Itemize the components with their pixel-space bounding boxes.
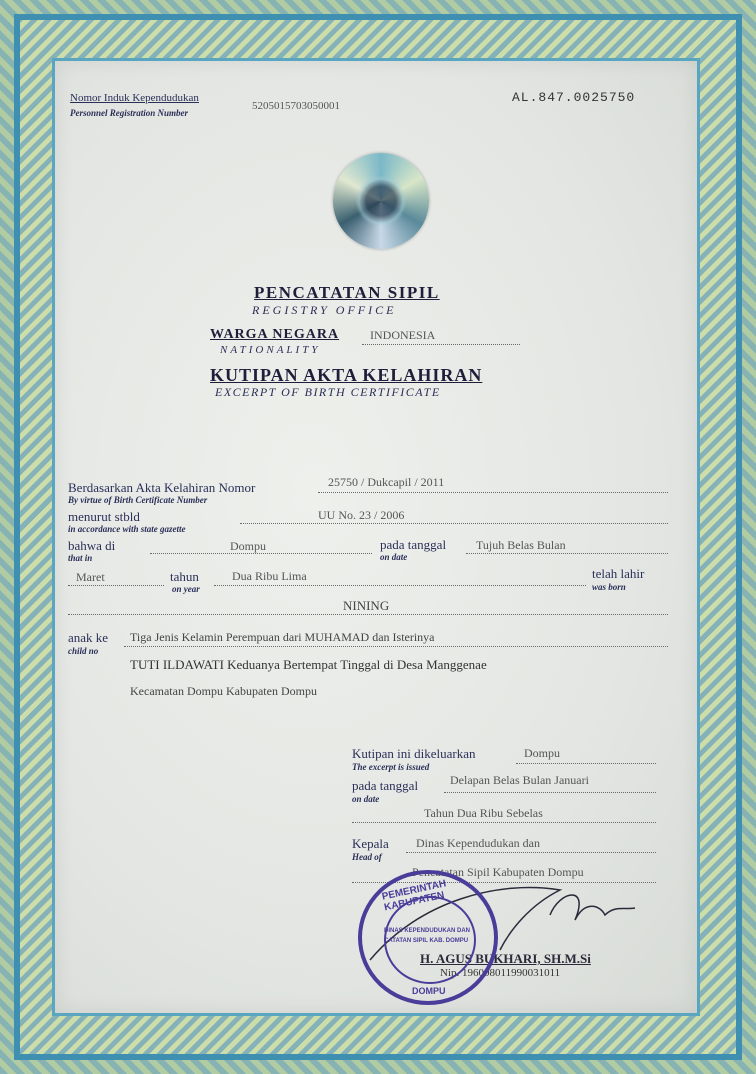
address-line: Kecamatan Dompu Kabupaten Dompu [130,684,317,698]
birth-month-value: Maret [76,570,105,584]
head-office-value-2: Pencatatan Sipil Kabupaten Dompu [412,865,584,879]
head-office-value-1: Dinas Kependudukan dan [416,836,540,850]
parents-line-2: TUTI ILDAWATI Keduanya Bertempat Tinggal di Desa Manggenae [130,657,487,672]
nationality-value: INDONESIA [370,328,436,342]
official-stamp [358,870,498,1005]
birth-place-value: Dompu [230,539,266,553]
nik-label: Nomor Induk Kependudukan [70,92,199,104]
issued-date-label: pada tanggal [352,778,419,793]
stbld-label: menurut stbld [68,509,140,524]
cert-number-label-en: By virtue of Birth Certificate Number [68,495,208,505]
birth-place-label-en: that in [68,553,93,563]
issued-place-value: Dompu [524,746,560,760]
birth-date-label: pada tanggal [380,537,447,552]
birth-place-label: bahwa di [68,538,116,553]
birth-year-value: Dua Ribu Lima [232,569,307,583]
nationality-label: WARGA NEGARA [210,327,340,342]
stamp-line-1: DINAS KEPENDUDUKAN DAN [384,928,471,934]
issued-date-value-2: Tahun Dua Ribu Sebelas [424,806,543,820]
head-label: Kepala [352,836,389,851]
office-title-en: REGISTRY OFFICE [252,303,397,317]
office-title: PENCATATAN SIPIL [254,283,440,302]
stamp-line-2: CATATAN SIPIL KAB. DOMPU [384,938,469,944]
nik-value: 5205015703050001 [252,100,340,112]
issued-label: Kutipan ini dikeluarkan [352,746,476,761]
birth-date-label-en: on date [380,552,408,562]
document-title: KUTIPAN AKTA KELAHIRAN [210,365,483,385]
parents-line-1: Tiga Jenis Kelamin Perempuan dari MUHAMAD dan Isterinya [130,630,435,644]
cert-number-value: 25750 / Dukcapil / 2011 [328,475,445,489]
document-title-en: EXCERPT OF BIRTH CERTIFICATE [215,385,441,399]
birth-date-value: Tujuh Belas Bulan [476,538,566,552]
stbld-label-en: in accordance with state gazette [68,524,186,534]
official-name: H. AGUS BUKHARI, SH.M.Si [420,951,591,966]
head-label-en: Head of [352,852,382,862]
birth-year-label: tahun [170,569,199,584]
issued-label-en: The excerpt is issued [352,762,430,772]
issued-date-value-1: Delapan Belas Bulan Januari [450,773,589,787]
nationality-label-en: NATIONALITY [220,344,321,356]
stbld-value: UU No. 23 / 2006 [318,508,405,522]
official-nip: Nip. 196008011990031011 [440,967,561,979]
was-born-label: telah lahir [592,566,645,581]
stamp-bottom-text: DOMPU [412,986,446,996]
child-order-label-en: child no [68,646,99,656]
cert-number-label: Berdasarkan Akta Kelahiran Nomor [68,480,256,495]
hologram-emblem-icon [333,153,429,249]
stamp-outer-text: PEMERINTAH KABUPATEN [380,878,448,914]
child-order-label: anak ke [68,630,109,645]
nik-label-en: Personnel Registration Number [70,108,189,118]
birth-year-label-en: on year [172,584,200,594]
issued-date-label-en: on date [352,794,380,804]
child-name: NINING [343,598,390,613]
serial-number: AL.847.0025750 [512,90,636,105]
was-born-label-en: was born [592,582,626,592]
